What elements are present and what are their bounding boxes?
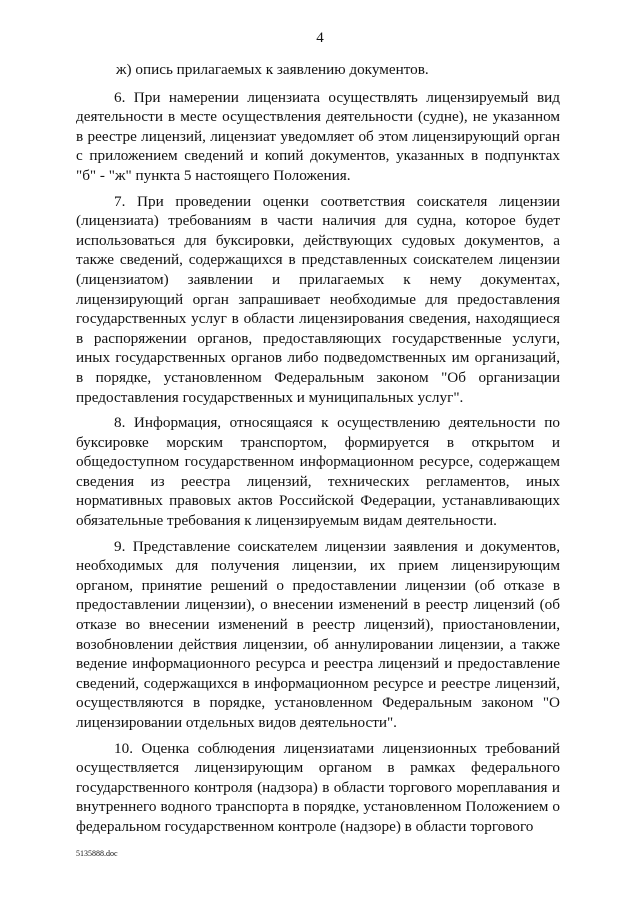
paragraph-6: 6. При намерении лицензиата осуществлять лицензируемый вид деятельности в месте осуществления деятельности (судне), не указанном в реестре лицензий, лицензиат уведомляет об этом лицензирующий орган с приложением сведений и копий документов, указанных в подпунктах "б" - "ж" пункта 5 настоящего Положения. (76, 88, 560, 184)
paragraph-7: 7. При проведении оценки соответствия соискателя лицензии (лицензиата) требованиям в части наличия для судна, которое будет использоваться для буксировки, действующих судовых документов, а также сведений, содержащихся в представленных соискателем лицензии (лицензиатом) заявлении и прилагаемых к нему документах, лицензирующий орган запрашивает необходимые для предоставления государственных услуг в области лицензирования сведения, находящиеся в распоряжении органов, предоставляющих государственные услуги, иных государственных органов либо подведомственных им организаций, в порядке, установленном Федеральным законом "Об организации предоставления государственных и муниципальных услуг". (76, 192, 560, 406)
document-body (76, 60, 560, 837)
document-footer-filename: 5135888.doc (76, 849, 118, 858)
paragraph-10: 10. Оценка соблюдения лицензиатами лицензионных требований осуществляется лицензирующим органом в рамках федерального государственного контроля (надзора) в области торгового мореплавания и внутреннего водного транспорта в порядке, установленном Положением о федеральном государственном контроле (надзоре) в области торгового (76, 739, 560, 835)
paragraph-8: 8. Информация, относящаяся к осуществлению деятельности по буксировке морским транспортом, формируется в открытом и общедоступном государственном информационном ресурсе, содержащем сведения из реестра лицензий, технических регламентов, иных нормативных правовых актов Российской Федерации, устанавливающих обязательные требования к лицензируемым видам деятельности. (76, 414, 560, 530)
page-number: 4 (316, 30, 324, 46)
paragraph-item-zh: ж) опись прилагаемых к заявлению документов. (116, 61, 429, 78)
paragraph-9: 9. Представление соискателем лицензии заявления и документов, необходимых для получения лицензии, их прием лицензирующим органом, принятие решений о предоставлении лицензии (об отказе в предоставлении лицензии), о внесении изменений в реестр лицензий (об отказе во внесении изменений в реестр лицензий), приостановлении, возобновлении действия лицензии, об аннулировании лицензии, а также ведение информационного ресурса и реестра лицензий и предоставление сведений, содержащихся в информационном ресурсе и реестре лицензий, осуществляются в порядке, установленном Федеральным законом "О лицензировании отдельных видов деятельности". (76, 537, 560, 731)
